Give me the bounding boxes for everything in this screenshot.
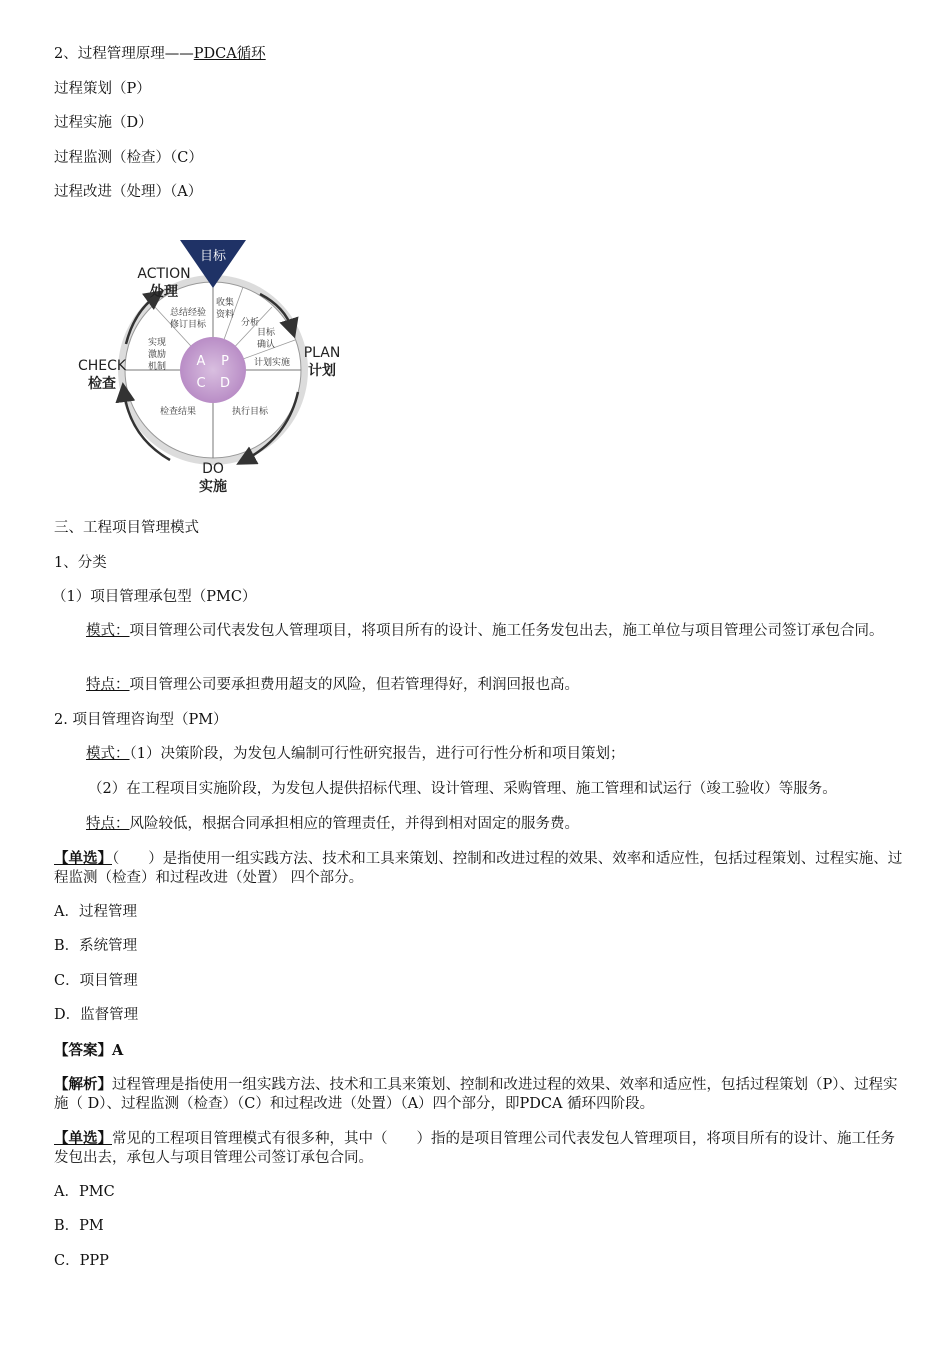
q2-option-c[interactable]: C．PPP [54, 1253, 109, 1269]
section3-sub1: 1、分类 [54, 555, 107, 571]
pm-feat-text: 风险较低，根据合同承担相应的管理责任，并得到相对固定的服务费。 [129, 816, 579, 832]
heading-prefix: 2、过程管理原理—— [54, 46, 194, 62]
q1-analysis-tag: 【解析】 [54, 1076, 112, 1093]
section3-heading: 三、工程项目管理模式 [54, 520, 199, 536]
pdca-item-act: 过程改进（处理）（A） [54, 184, 203, 200]
pmc-mode [54, 622, 904, 641]
pm-mode-2: （2）在工程项目实施阶段，为发包人提供招标代理、设计管理、采购管理、施工管理和试运行（竣工验收）等服务。 [88, 781, 837, 797]
pdca-center [180, 337, 246, 403]
q1-analysis-text: 过程管理是指使用一组实践方法、技术和工具来策划、控制和改进过程的效果、效率和适应性，包括过程策划（P）、过程实施（ D）、过程监测（检查）（C）和过程改进（处置）（A）四个部分，即PDCA 循环四阶段。 [54, 1077, 898, 1112]
q1-option-d[interactable]: D．监督管理 [54, 1007, 139, 1023]
q1-option-b[interactable]: B．系统管理 [54, 938, 138, 954]
q1-text: （ ）是指使用一组实践方法、技术和工具来策划、控制和改进过程的效果、效率和适应性，包括过程策划、过程实施、过程监测（检查）和过程改进（处置） 四个部分。 [54, 851, 903, 886]
seg-collect-2: 资料 [215, 310, 235, 320]
pm-mode [86, 745, 624, 764]
seg-incentive-1: 实现 [147, 338, 167, 348]
seg-collect-1: 收集 [215, 298, 235, 308]
check-en: CHECK [77, 358, 127, 374]
pm-mode-label: 模式： [86, 746, 130, 762]
pdca-item-do: 过程实施（D） [54, 115, 153, 131]
seg-summary-2: 修订目标 [169, 320, 207, 330]
q1-tag: 【单选】 [54, 850, 112, 867]
pm-title: 2. 项目管理咨询型（PM） [54, 712, 228, 728]
center-c: C [196, 376, 206, 391]
section2-heading [54, 45, 266, 64]
center-p: P [221, 354, 229, 369]
seg-incentive-2: 激励 [147, 350, 167, 360]
seg-summary-1: 总结经验 [169, 308, 207, 318]
action-en: ACTION [137, 266, 191, 282]
do-en: DO [202, 461, 224, 477]
do-cn: 实施 [199, 479, 227, 495]
center-a: A [196, 354, 206, 369]
pdca-item-plan: 过程策划（P） [54, 81, 151, 97]
q1-option-c[interactable]: C．项目管理 [54, 973, 138, 989]
pmc-mode-label: 模式： [86, 623, 130, 639]
seg-confirm-1: 目标 [256, 328, 276, 338]
seg-plan-impl: 计划实施 [253, 358, 291, 368]
q2-tag: 【单选】 [54, 1130, 112, 1147]
goal-label: 目标 [199, 249, 227, 264]
pmc-mode-text: 项目管理公司代表发包人管理项目，将项目所有的设计、施工任务发包出去，施工单位与项目管理公司签订承包合同。 [129, 623, 884, 639]
seg-incentive-3: 机制 [147, 362, 167, 372]
pmc-title: （1）项目管理承包型（PMC） [52, 589, 257, 605]
seg-execute: 执行目标 [231, 407, 269, 417]
plan-en: PLAN [303, 345, 341, 361]
q1-analysis [54, 1075, 904, 1114]
question-1 [54, 849, 904, 888]
pm-feat-label: 特点： [86, 816, 130, 832]
q2-option-b[interactable]: B．PM [54, 1218, 104, 1234]
pdca-cycle-diagram [60, 232, 360, 502]
pm-mode-text: （1）决策阶段，为发包人编制可行性研究报告，进行可行性分析和项目策划； [129, 746, 625, 762]
center-d: D [219, 376, 231, 391]
pmc-feature [86, 676, 579, 695]
pm-feature [86, 815, 579, 834]
pmc-feat-text: 项目管理公司要承担费用超支的风险，但若管理得好，利润回报也高。 [129, 677, 579, 693]
seg-check-result: 检查结果 [159, 407, 197, 417]
pdca-link[interactable]: PDCA循环 [193, 46, 266, 62]
pdca-item-check: 过程监测（检查）（C） [54, 150, 203, 166]
plan-cn: 计划 [308, 363, 336, 379]
q1-option-a[interactable]: A．过程管理 [54, 904, 137, 920]
q2-option-a[interactable]: A．PMC [54, 1184, 115, 1200]
q1-answer: 【答案】A [54, 1042, 124, 1059]
question-2 [54, 1129, 904, 1168]
q2-text: 常见的工程项目管理模式有很多种，其中（ ）指的是项目管理公司代表发包人管理项目，将项目所有的设计、施工任务发包出去，承包人与项目管理公司签订承包合同。 [54, 1131, 895, 1166]
check-cn: 检查 [88, 376, 116, 392]
seg-confirm-2: 确认 [256, 340, 276, 350]
pmc-feat-label: 特点： [86, 677, 130, 693]
seg-analyze: 分析 [240, 318, 260, 328]
action-cn: 处理 [150, 284, 178, 300]
